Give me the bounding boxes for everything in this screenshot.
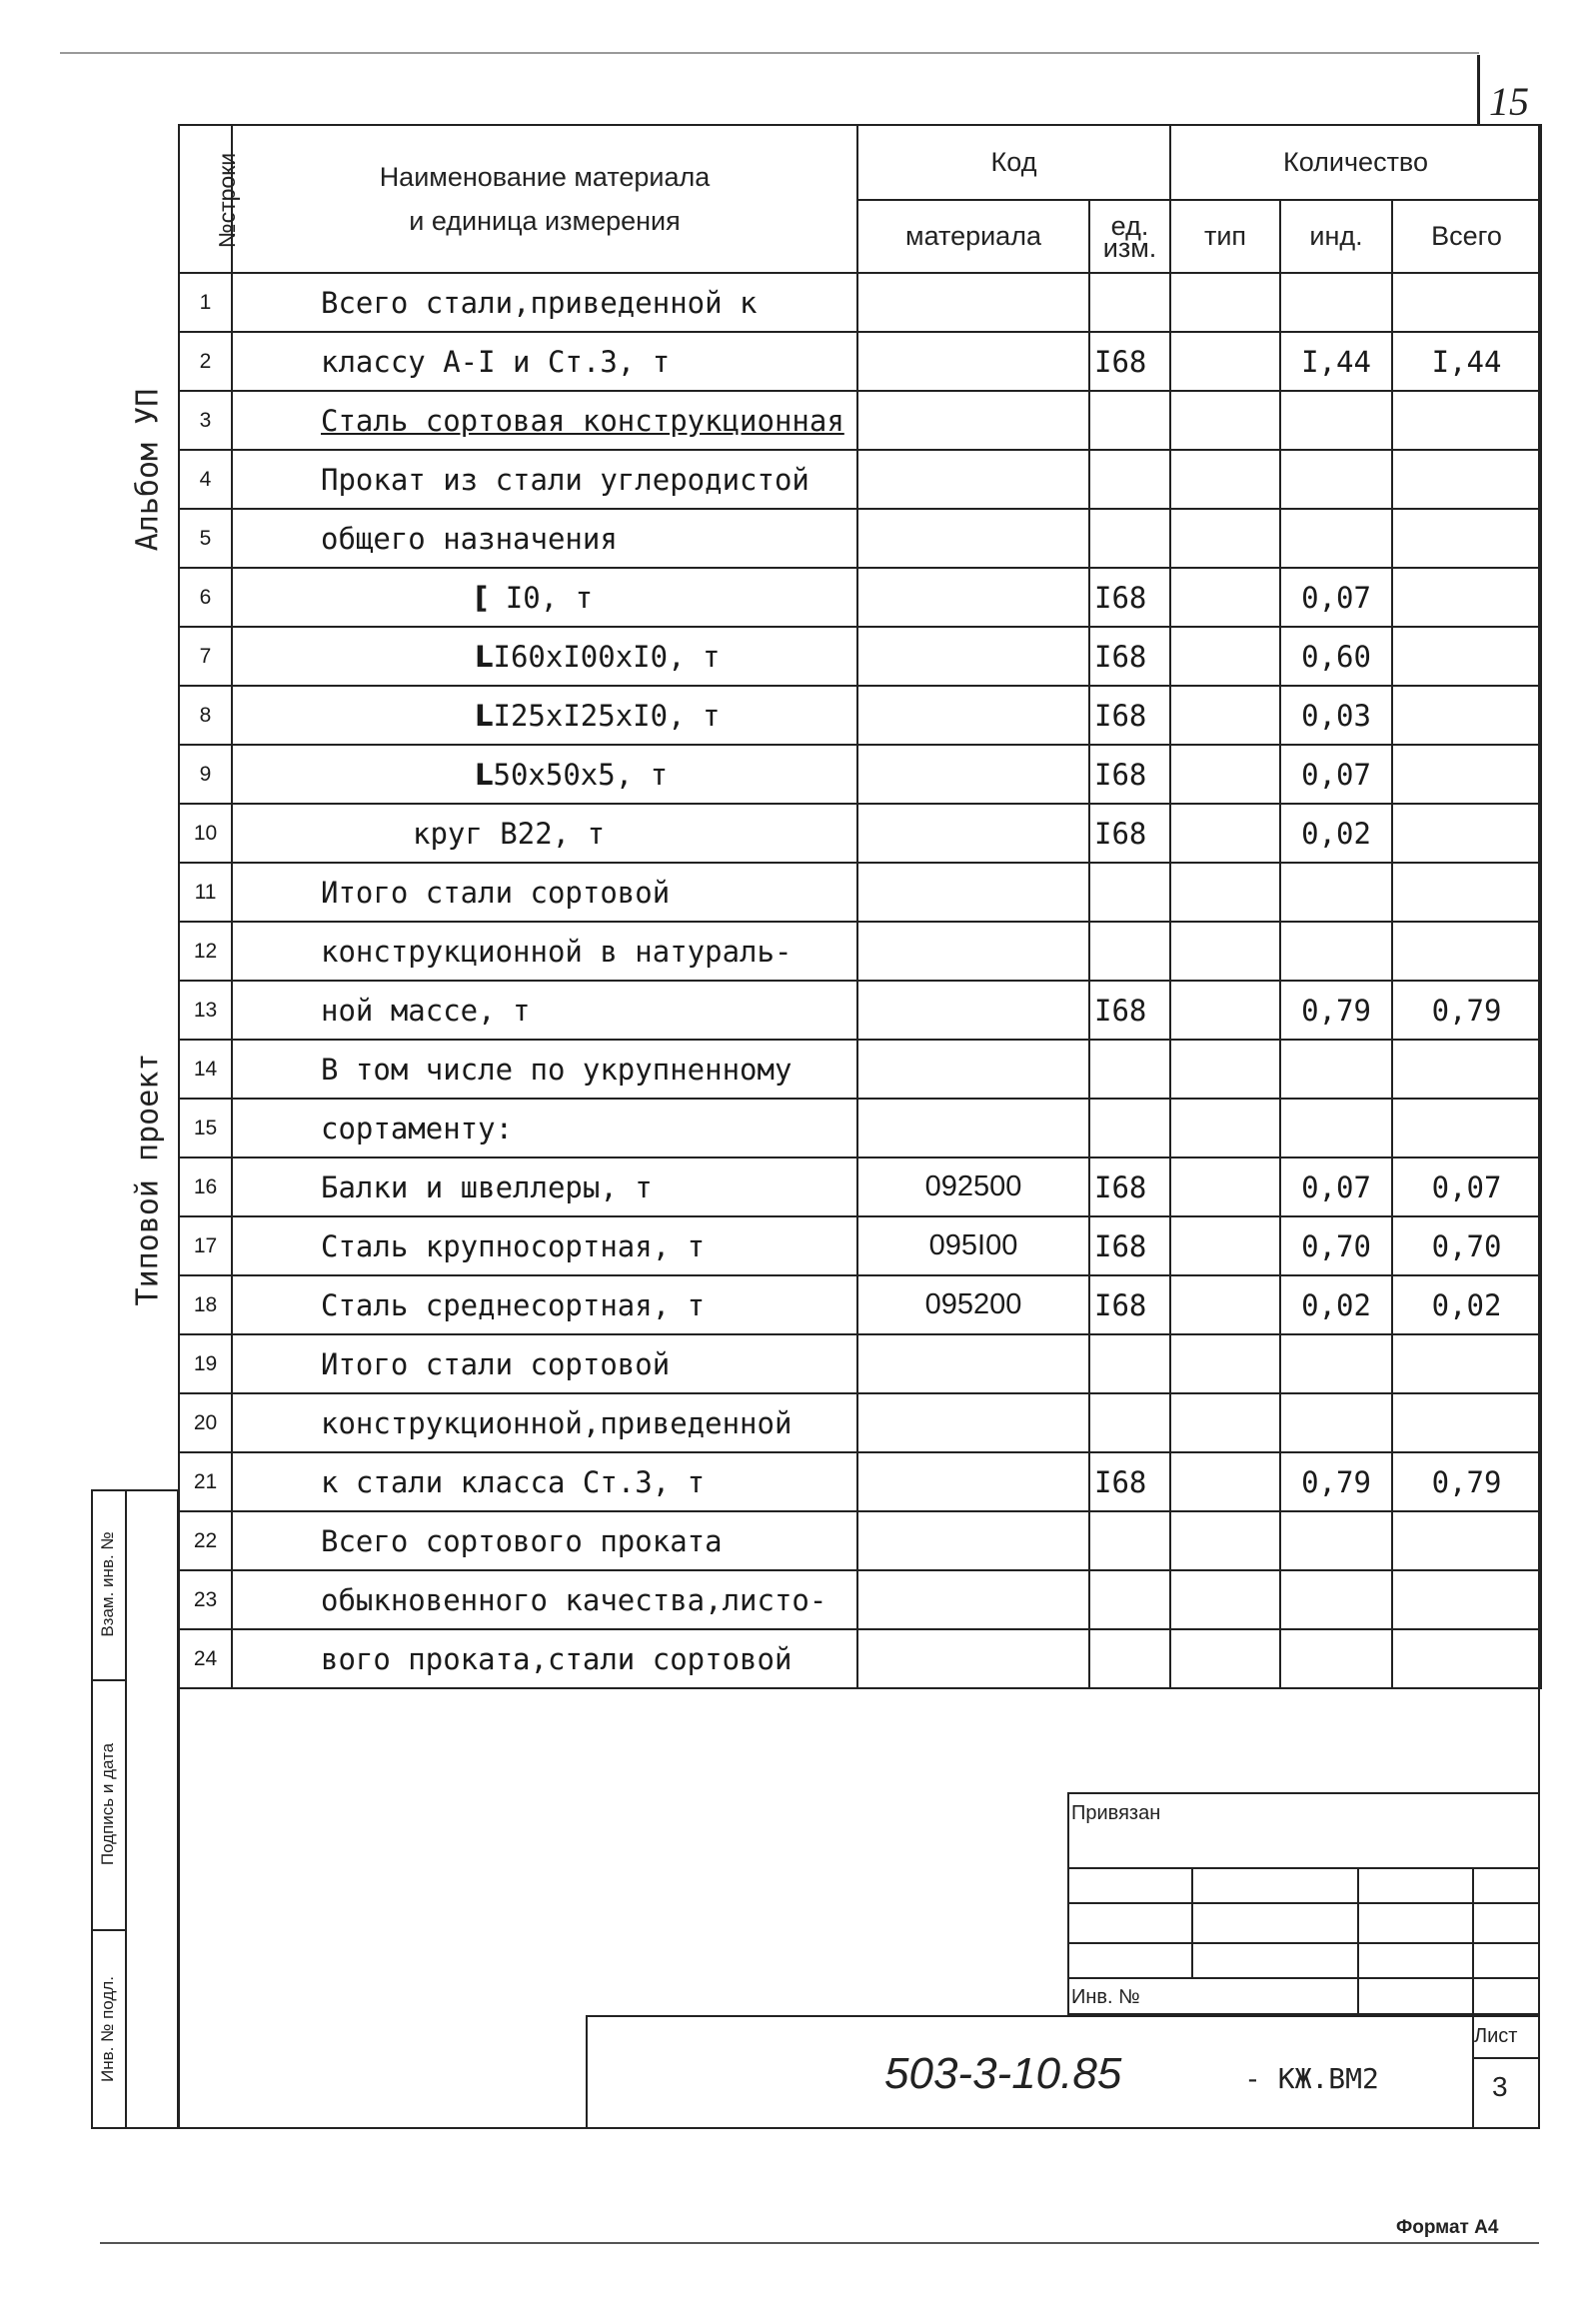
- qty-total: [1392, 391, 1541, 450]
- qty-total: [1392, 1393, 1541, 1452]
- material-name: [232, 627, 857, 686]
- qty-type: [1170, 1393, 1280, 1452]
- unit-code: I68: [1089, 332, 1170, 391]
- material-name: Итого стали сортовой: [232, 1334, 857, 1393]
- unit-code: I68: [1089, 1216, 1170, 1275]
- row-number: 15: [179, 1099, 232, 1157]
- material-code: [857, 509, 1089, 568]
- material-name: классу А-I и Ст.3, т: [232, 332, 857, 391]
- qty-type: [1170, 922, 1280, 981]
- material-code: [857, 981, 1089, 1040]
- qty-individual: [1280, 1099, 1392, 1157]
- material-code: [857, 1040, 1089, 1099]
- table-row: [179, 863, 1541, 922]
- qty-type: [1170, 1570, 1280, 1629]
- table-row: [179, 1452, 1541, 1511]
- angle-profile-icon: L: [475, 698, 494, 733]
- unit-code: [1089, 1393, 1170, 1452]
- material-name: Итого стали сортовой: [232, 863, 857, 922]
- material-name: к стали класса Ст.3, т: [232, 1452, 857, 1511]
- unit-code: [1089, 450, 1170, 509]
- qty-individual: [1280, 1040, 1392, 1099]
- qty-type: [1170, 981, 1280, 1040]
- header-quantity: Количество: [1170, 125, 1541, 200]
- qty-total: [1392, 745, 1541, 804]
- material-code: 095200: [857, 1275, 1089, 1334]
- row-number: 1: [179, 273, 232, 332]
- qty-total: I,44: [1392, 332, 1541, 391]
- angle-profile-icon: L: [475, 757, 494, 792]
- table-row: [179, 686, 1541, 745]
- qty-type: [1170, 273, 1280, 332]
- qty-type: [1170, 1334, 1280, 1393]
- row-number: 21: [179, 1452, 232, 1511]
- material-code: [857, 273, 1089, 332]
- unit-code: I68: [1089, 1275, 1170, 1334]
- unit-code: [1089, 1099, 1170, 1157]
- row-number: 10: [179, 804, 232, 863]
- qty-total: [1392, 509, 1541, 568]
- qty-total: [1392, 627, 1541, 686]
- material-name: обыкновенного качества,листо-: [232, 1570, 857, 1629]
- qty-type: [1170, 1452, 1280, 1511]
- table-row: [179, 1511, 1541, 1570]
- qty-individual: [1280, 863, 1392, 922]
- qty-total: 0,70: [1392, 1216, 1541, 1275]
- materials-table: [178, 124, 1542, 1689]
- format-label: Формат А4: [1396, 2217, 1499, 2238]
- row-number: 12: [179, 922, 232, 981]
- unit-code: [1089, 1570, 1170, 1629]
- channel-profile-icon: [: [475, 580, 489, 615]
- material-name: [232, 391, 857, 450]
- unit-code: I68: [1089, 627, 1170, 686]
- side-stamp-divider: [91, 1929, 127, 1931]
- header-individual: инд.: [1280, 200, 1392, 273]
- qty-total: [1392, 1099, 1541, 1157]
- angle-profile-icon: L: [475, 639, 494, 674]
- qty-total: 0,79: [1392, 981, 1541, 1040]
- linked-block-col-line: [1191, 1867, 1193, 1977]
- linked-block-col-line: [1357, 1867, 1359, 2015]
- qty-individual: 0,02: [1280, 804, 1392, 863]
- material-code: [857, 1452, 1089, 1511]
- material-code: 095I00: [857, 1216, 1089, 1275]
- unit-code: [1089, 1040, 1170, 1099]
- unit-code: [1089, 273, 1170, 332]
- profile-size: I0, т: [505, 580, 594, 615]
- table-row: [179, 1157, 1541, 1216]
- table-row: [179, 509, 1541, 568]
- material-name: сортаменту:: [232, 1099, 857, 1157]
- qty-total: [1392, 922, 1541, 981]
- side-stamp-signature-date: Подпись и дата: [98, 1742, 117, 1866]
- material-name: [232, 745, 857, 804]
- header-unit: ед. изм.: [1089, 200, 1170, 273]
- qty-type: [1170, 332, 1280, 391]
- qty-total: 0,07: [1392, 1157, 1541, 1216]
- material-name: Балки и швеллеры, т: [232, 1157, 857, 1216]
- row-number: 22: [179, 1511, 232, 1570]
- qty-type: [1170, 509, 1280, 568]
- qty-type: [1170, 863, 1280, 922]
- unit-code: [1089, 391, 1170, 450]
- table-row: [179, 273, 1541, 332]
- material-code: [857, 1393, 1089, 1452]
- row-number: 6: [179, 568, 232, 627]
- header-row-number: №строки: [179, 125, 232, 273]
- material-name: [232, 686, 857, 745]
- row-number: 8: [179, 686, 232, 745]
- qty-total: [1392, 863, 1541, 922]
- table-row: [179, 1570, 1541, 1629]
- material-code: [857, 1334, 1089, 1393]
- header-total: Всего: [1392, 200, 1541, 273]
- linked-block-col-line: [1472, 1867, 1474, 2015]
- table-row: [179, 1393, 1541, 1452]
- sheet-code: - КЖ.ВМ2: [1244, 2062, 1379, 2095]
- frame-left-line: [178, 1689, 180, 2129]
- row-number: 23: [179, 1570, 232, 1629]
- material-code: [857, 1511, 1089, 1570]
- qty-total: [1392, 1570, 1541, 1629]
- material-name: круг В22, т: [232, 804, 857, 863]
- material-name: Сталь крупносортная, т: [232, 1216, 857, 1275]
- material-name: Сталь среднесортная, т: [232, 1275, 857, 1334]
- material-code: [857, 804, 1089, 863]
- header-name: Наименование материала и единица измерения: [232, 125, 857, 273]
- row-number: 24: [179, 1629, 232, 1688]
- qty-type: [1170, 391, 1280, 450]
- unit-code: I68: [1089, 745, 1170, 804]
- album-title: Альбом УП: [130, 388, 166, 552]
- unit-code: I68: [1089, 1157, 1170, 1216]
- table-row: [179, 332, 1541, 391]
- unit-code: I68: [1089, 568, 1170, 627]
- profile-size: I25xI25xI0, т: [493, 698, 721, 733]
- qty-total: [1392, 1040, 1541, 1099]
- unit-code: [1089, 863, 1170, 922]
- qty-individual: 0,07: [1280, 568, 1392, 627]
- row-number: 7: [179, 627, 232, 686]
- qty-individual: [1280, 509, 1392, 568]
- unit-code: [1089, 509, 1170, 568]
- unit-code: I68: [1089, 804, 1170, 863]
- qty-individual: [1280, 273, 1392, 332]
- qty-individual: [1280, 1393, 1392, 1452]
- unit-code: I68: [1089, 981, 1170, 1040]
- material-name: В том числе по укрупненному: [232, 1040, 857, 1099]
- table-row: [179, 1275, 1541, 1334]
- qty-type: [1170, 627, 1280, 686]
- table-row: [179, 627, 1541, 686]
- page-number-divider: [1477, 55, 1480, 125]
- row-number: 9: [179, 745, 232, 804]
- row-number: 17: [179, 1216, 232, 1275]
- unit-code: I68: [1089, 1452, 1170, 1511]
- row-number: 13: [179, 981, 232, 1040]
- unit-code: [1089, 922, 1170, 981]
- qty-individual: [1280, 1570, 1392, 1629]
- row-number: 20: [179, 1393, 232, 1452]
- unit-code: [1089, 1511, 1170, 1570]
- linked-block-row-line: [1067, 1942, 1540, 1944]
- table-row: [179, 745, 1541, 804]
- table-row: [179, 568, 1541, 627]
- material-code: [857, 686, 1089, 745]
- qty-type: [1170, 1216, 1280, 1275]
- qty-total: [1392, 568, 1541, 627]
- qty-individual: 0,60: [1280, 627, 1392, 686]
- row-number: 14: [179, 1040, 232, 1099]
- qty-individual: [1280, 450, 1392, 509]
- qty-total: 0,02: [1392, 1275, 1541, 1334]
- qty-individual: [1280, 1511, 1392, 1570]
- material-code: [857, 450, 1089, 509]
- qty-type: [1170, 568, 1280, 627]
- sheet-number: 3: [1492, 2071, 1508, 2102]
- side-stamp-inv-orig: Инв. № подл.: [98, 1976, 117, 2082]
- side-stamp-separator: [125, 1489, 127, 2129]
- section-heading: Сталь сортовая конструкционная: [321, 403, 844, 438]
- header-type: тип: [1170, 200, 1280, 273]
- qty-total: [1392, 686, 1541, 745]
- qty-total: [1392, 1334, 1541, 1393]
- row-number: 18: [179, 1275, 232, 1334]
- material-name: [232, 568, 857, 627]
- table-row: [179, 1099, 1541, 1157]
- document-designation: 503-3-10.85: [884, 2049, 1122, 2098]
- material-name: конструкционной,приведенной: [232, 1393, 857, 1452]
- table-row: [179, 1040, 1541, 1099]
- qty-type: [1170, 1157, 1280, 1216]
- profile-size: 50x50x5, т: [493, 757, 669, 792]
- qty-type: [1170, 745, 1280, 804]
- header-material: материала: [857, 200, 1089, 273]
- qty-type: [1170, 1099, 1280, 1157]
- table-row: [179, 1216, 1541, 1275]
- unit-code: [1089, 1334, 1170, 1393]
- inventory-number-label: Инв. №: [1071, 1986, 1140, 2008]
- qty-type: [1170, 1040, 1280, 1099]
- table-row: [179, 391, 1541, 450]
- table-row: [179, 450, 1541, 509]
- material-code: [857, 745, 1089, 804]
- row-number: 2: [179, 332, 232, 391]
- material-name: общего назначения: [232, 509, 857, 568]
- row-number: 16: [179, 1157, 232, 1216]
- material-code: [857, 1629, 1089, 1688]
- qty-type: [1170, 1275, 1280, 1334]
- qty-type: [1170, 1511, 1280, 1570]
- qty-total: [1392, 804, 1541, 863]
- qty-individual: 0,03: [1280, 686, 1392, 745]
- material-name: ной массе, т: [232, 981, 857, 1040]
- qty-individual: 0,79: [1280, 1452, 1392, 1511]
- qty-individual: 0,70: [1280, 1216, 1392, 1275]
- qty-total: [1392, 450, 1541, 509]
- table-row: [179, 981, 1541, 1040]
- material-code: [857, 1099, 1089, 1157]
- table-row: [179, 1334, 1541, 1393]
- project-title: Типовой проект: [130, 1053, 166, 1306]
- title-block-row-line: [1472, 2057, 1540, 2059]
- material-name: конструкционной в натураль-: [232, 922, 857, 981]
- qty-individual: [1280, 1334, 1392, 1393]
- table-row: [179, 1629, 1541, 1688]
- row-number: 11: [179, 863, 232, 922]
- qty-individual: [1280, 922, 1392, 981]
- unit-code: I68: [1089, 686, 1170, 745]
- row-number: 4: [179, 450, 232, 509]
- side-stamp-vzam-inv: Взам. инв. №: [98, 1531, 117, 1637]
- row-number: 3: [179, 391, 232, 450]
- material-name: Всего стали,приведенной к: [232, 273, 857, 332]
- linked-label: Привязан: [1071, 1802, 1161, 1824]
- header-code: Код: [857, 125, 1170, 200]
- qty-individual: [1280, 1629, 1392, 1688]
- qty-type: [1170, 450, 1280, 509]
- qty-individual: I,44: [1280, 332, 1392, 391]
- material-name: вого проката,стали сортовой: [232, 1629, 857, 1688]
- qty-type: [1170, 1629, 1280, 1688]
- table-row: [179, 922, 1541, 981]
- material-name: Всего сортового проката: [232, 1511, 857, 1570]
- bottom-rule: [100, 2242, 1539, 2244]
- qty-individual: 0,02: [1280, 1275, 1392, 1334]
- qty-individual: 0,07: [1280, 1157, 1392, 1216]
- qty-individual: 0,07: [1280, 745, 1392, 804]
- linked-block-row-line: [1067, 1902, 1540, 1904]
- row-number: 5: [179, 509, 232, 568]
- linked-block-row-line: [1067, 1977, 1540, 1979]
- material-code: [857, 332, 1089, 391]
- profile-size: I60xI00xI0, т: [493, 639, 721, 674]
- material-code: [857, 391, 1089, 450]
- qty-total: 0,79: [1392, 1452, 1541, 1511]
- qty-total: [1392, 1511, 1541, 1570]
- table-row: [179, 804, 1541, 863]
- qty-individual: [1280, 391, 1392, 450]
- row-number: 19: [179, 1334, 232, 1393]
- material-code: [857, 627, 1089, 686]
- qty-individual: 0,79: [1280, 981, 1392, 1040]
- linked-block-row-line: [1067, 1867, 1540, 1869]
- qty-type: [1170, 804, 1280, 863]
- side-stamp-divider: [91, 1679, 127, 1681]
- material-code: [857, 922, 1089, 981]
- material-code: 092500: [857, 1157, 1089, 1216]
- qty-total: [1392, 1629, 1541, 1688]
- material-name: Прокат из стали углеродистой: [232, 450, 857, 509]
- top-rule: [60, 52, 1479, 54]
- material-code: [857, 1570, 1089, 1629]
- qty-type: [1170, 686, 1280, 745]
- qty-total: [1392, 273, 1541, 332]
- material-code: [857, 863, 1089, 922]
- page-number: 15: [1489, 79, 1529, 124]
- material-code: [857, 568, 1089, 627]
- unit-code: [1089, 1629, 1170, 1688]
- sheet-label: Лист: [1474, 2025, 1518, 2047]
